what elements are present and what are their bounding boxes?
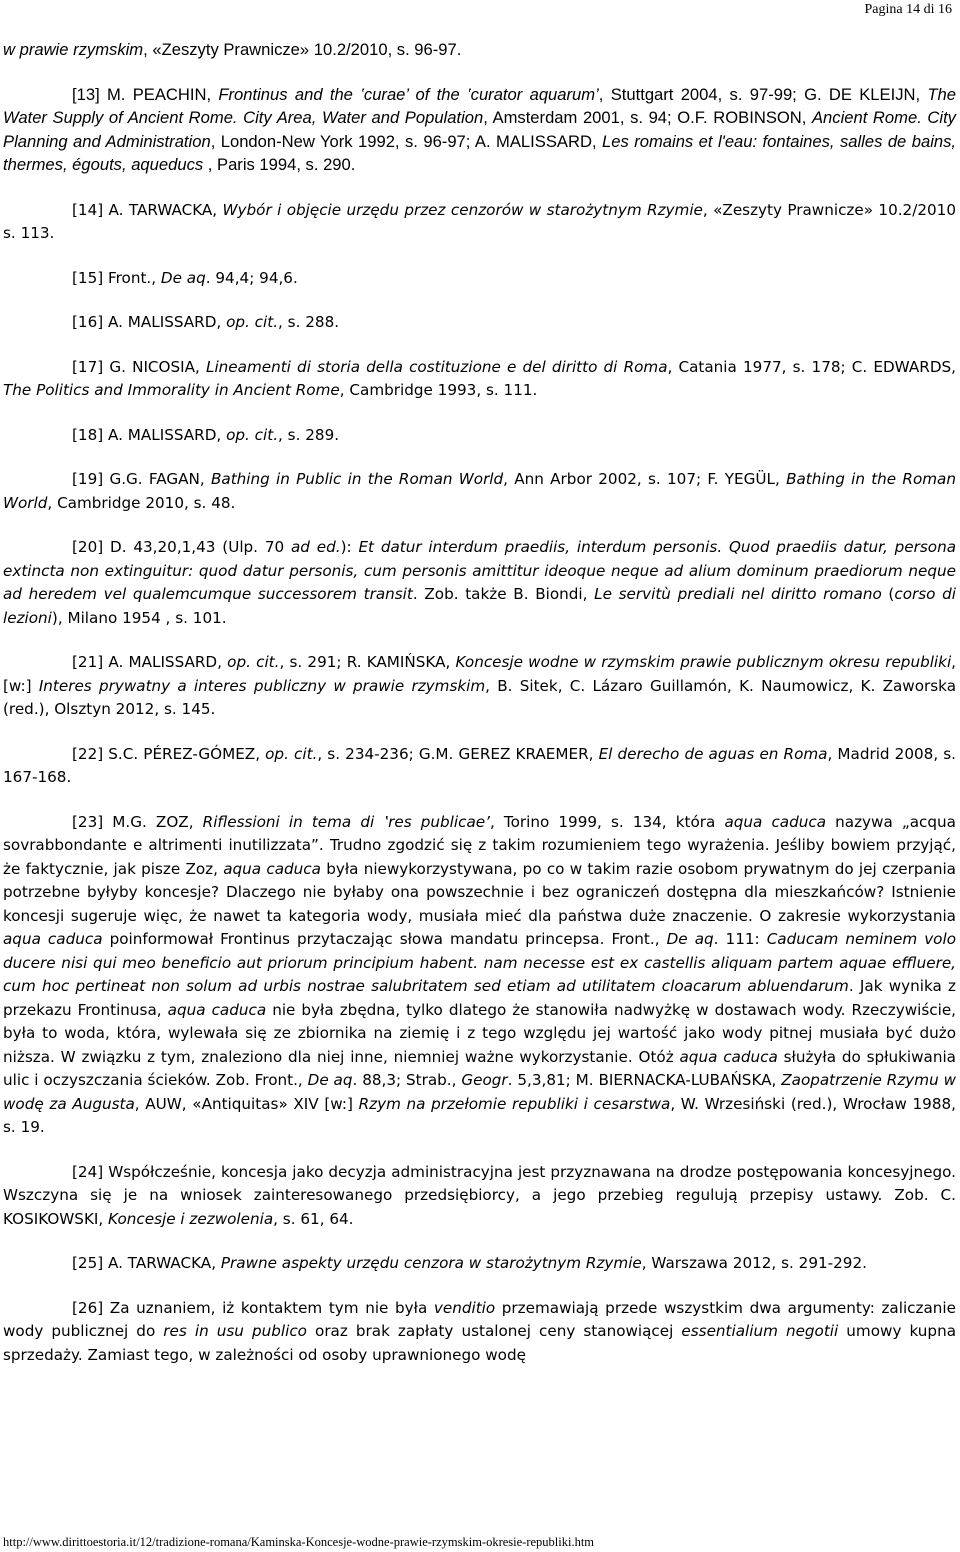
- note-segment: , s. 61, 64.: [273, 1209, 354, 1228]
- note-segment: Koncesje i zezwolenia: [108, 1209, 274, 1228]
- note-25: [3, 1252, 956, 1276]
- note-segment: , [w:]: [3, 653, 956, 695]
- note-segment: op. cit.: [226, 313, 279, 331]
- note-segment: op. cit.: [265, 744, 318, 763]
- note-20: [3, 536, 956, 630]
- note-segment: Ancient Rome. City Planning and Administration: [3, 108, 956, 151]
- note-segment: , Paris 1994, s. 290.: [203, 155, 356, 174]
- note-segment: Geogr: [461, 1071, 508, 1089]
- note-segment: Les romains et l'eau: fontaines, salles de bains, thermes, égouts, aqueducs: [3, 131, 957, 174]
- note-segment: , B. Sitek, C. Lázaro Guillamón, K. Naumowicz, K. Zaworska (red.), Olsztyn 2012, s. 145.: [3, 676, 956, 718]
- note-segment: , s. 234-236; G.M. GEREZ KRAEMER,: [317, 744, 599, 763]
- note-segment: Et datur interdum praediis, interdum personis. Quod praediis datur, persona extincta non extinguitur: quod datur personis, cum personis amittitur ideoque neque ad alium dominum praediorum neque ad heredem vel qualemcumque successorem transit: [3, 538, 957, 603]
- note-segment: [19] G.G. FAGAN,: [72, 470, 211, 488]
- note-segment: ):: [340, 538, 359, 556]
- note-segment: Wybór i objęcie urzędu przez cenzorów w starożytnym Rzymie: [222, 200, 703, 219]
- note-24: [3, 1161, 956, 1232]
- note-21: [3, 651, 956, 722]
- note-segment: , Stuttgart 2004, s. 97-99; G. DE KLEIJN,: [598, 84, 928, 104]
- note-segment: . Zob. także B. Biondi,: [412, 585, 595, 603]
- note-segment: [16] A. MALISSARD,: [72, 313, 227, 331]
- note-segment: Rzym na przełomie republiki i cesarstwa: [358, 1094, 671, 1113]
- note-16: [3, 311, 956, 335]
- note-19: [3, 468, 956, 515]
- note-15: [3, 267, 956, 291]
- footer-url: http://www.dirittoestoria.it/12/tradizione-romana/Kaminska-Koncesje-wodne-prawie-rzymskim-okresie-republiki.htm: [3, 1535, 595, 1549]
- note-segment: aqua caduca: [223, 859, 321, 878]
- note-segment: , «Zeszyty Prawnicze» 10.2/2010 s. 113.: [3, 200, 956, 242]
- note-segment: Caducam neminem volo ducere nisi qui meo beneficio aut priorum principium habent. nam necesse est ex castellis aliquam partem aquae effluere, cum hoc pertineat non solum ad urbis nostrae salubritatem sed etiam ad utilitatem cloacarum abluendarum: [3, 930, 956, 995]
- note-segment: essentialium negotii: [681, 1322, 839, 1340]
- note-segment: , Cambridge 2010, s. 48.: [47, 493, 236, 512]
- note-segment: Frontinus and the ‛curae’ of the ‛curator aquarum’: [218, 84, 599, 104]
- note-segment: poinformował Frontinus przytaczając słowa mandatu princepsa. Front.,: [102, 930, 667, 948]
- note-segment: ad ed.: [290, 538, 341, 556]
- note-14: [3, 199, 956, 246]
- note-segment: ), Milano 1954 , s. 101.: [51, 608, 227, 627]
- note-segment: [24] Współcześnie, koncesja jako decyzja administracyjna jest przyznawana na drodze postępowania koncesyjnego. Wszczyna się je na wniosek zainteresowanego przedsiębiorcy, a jego przebieg regulują przepisy ustawy. Zob. C. KOSIKOWSKI,: [3, 1162, 956, 1228]
- note-22: [3, 743, 956, 790]
- note-segment: The Politics and Immorality in Ancient Rome: [3, 381, 340, 399]
- note-segment: corso di lezioni: [3, 585, 956, 627]
- note-segment: była niewykorzystywana, po co w takim razie osobom prywatnym do jej czerpania potrzebne byłyby koncesje? Dlaczego nie byłaby ona powszechnie i bez ograniczeń dostępna dla mieszkańców? Istnienie koncesji sugeruje więc, że nawet ta kategoria wody, musiała mieć dla państwa duże znaczenie. O zakresie wykorzystania: [3, 859, 956, 925]
- note-segment: aqua caduca: [167, 1000, 267, 1019]
- note-segment: De aq: [666, 930, 714, 948]
- note-segment: oraz brak zapłaty ustalonej ceny stanowiącej: [306, 1322, 682, 1340]
- note-segment: , s. 288.: [278, 313, 340, 331]
- note-segment: [18] A. MALISSARD,: [72, 425, 227, 444]
- note-segment: Zaopatrzenie Rzymu w wodę za Augusta: [3, 1071, 956, 1113]
- note-segment: . 94,4; 94,6.: [205, 268, 298, 287]
- note-segment: . 88,3; Strab.,: [352, 1071, 462, 1089]
- note-segment: [13] M. PEACHIN,: [72, 84, 219, 104]
- note-segment: , Madrid 2008, s. 167-168.: [3, 744, 956, 786]
- footnotes-content: [3, 38, 956, 1367]
- note-segment: [26] Za uznaniem, iż kontaktem tym nie była: [72, 1298, 434, 1317]
- note-segment: , Catania 1977, s. 178; C. EDWARDS,: [667, 357, 956, 376]
- note-segment: aqua caduca: [3, 930, 103, 948]
- note-segment: [15] Front.,: [72, 268, 161, 287]
- note-segment: Riflessioni in tema di ‛res publicae’: [202, 812, 490, 831]
- note-segment: op. cit.: [226, 425, 279, 444]
- note-segment: aqua caduca: [724, 812, 827, 831]
- note-segment: , Cambridge 1993, s. 111.: [339, 381, 538, 399]
- note-segment: op. cit.: [227, 653, 280, 671]
- note-segment: umowy kupna sprzedaży. Zamiast tego, w zależności od osoby uprawnionego wodę: [3, 1322, 957, 1364]
- note-segment: nazywa „acqua sovrabbondante e altrimenti inutilizzata”. Trudno zgodzić się z takim rozumieniem tego wyrażenia. Jeśliby bowiem przyjąć, że faktycznie, jak pisze Zoz,: [3, 812, 956, 878]
- note-segment: . Jak wynika z przekazu Frontinusa,: [3, 977, 956, 1019]
- note-segment: [20] D. 43,20,1,43 (Ulp. 70: [72, 538, 291, 556]
- note-segment: aqua caduca: [679, 1047, 778, 1066]
- note-segment: [21] A. MALISSARD,: [72, 653, 228, 671]
- note-segment: (: [881, 585, 895, 603]
- note-26: [3, 1297, 956, 1368]
- note-segment: Koncesje wodne w rzymskim prawie publicznym okresu republiki: [455, 653, 952, 671]
- note-segment: , Ann Arbor 2002, s. 107; F. YEGÜL,: [503, 470, 787, 488]
- note-segment: venditio: [433, 1298, 496, 1317]
- note-segment: , Amsterdam 2001, s. 94; O.F. ROBINSON,: [483, 108, 812, 127]
- note-23: [3, 811, 956, 1140]
- note-segment: . 111:: [713, 930, 767, 948]
- note-segment: [23] M.G. ZOZ,: [72, 812, 203, 831]
- note-segment: , s. 289.: [278, 425, 340, 444]
- page-number: Pagina 14 di 16: [864, 2, 952, 17]
- note-segment: De aq: [160, 268, 206, 287]
- note-13: [3, 83, 956, 177]
- note-segment: Bathing in the Roman World: [3, 470, 956, 512]
- note-segment: , W. Wrzesiński (red.), Wrocław 1988, s. 19.: [3, 1094, 956, 1136]
- note-segment: [22] S.C. PÉREZ-GÓMEZ,: [72, 744, 266, 763]
- note-segment: , «Zeszyty Prawnicze» 10.2/2010, s. 96-97.: [143, 40, 462, 59]
- note-segment: w prawie rzymskim: [3, 40, 144, 59]
- note-segment: res in usu publico: [163, 1322, 307, 1340]
- note-segment: [25] A. TARWACKA,: [72, 1254, 221, 1272]
- note-segment: Lineamenti di storia della costituzione e del diritto di Roma: [206, 357, 668, 376]
- note-segment: Prawne aspekty urzędu cenzora w starożytnym Rzymie: [220, 1254, 642, 1272]
- note-top: [3, 38, 956, 62]
- note-18: [3, 424, 956, 448]
- note-segment: przemawiają przede wszystkim dwa argumenty: zaliczanie wody publicznej do: [3, 1298, 956, 1340]
- note-segment: nie była zbędna, tylko dlatego że stanowiła nadwyżkę w dostawach wody. Rzeczywiście, była to woda, która, wylewała się ze zbiornika na ziemię i z tego względu jej wartość jako wody pitnej musiała być dużo niższa. W związku z tym, znaleziono dla niej inne, niemniej ważne wykorzystanie. Otóż: [3, 1000, 957, 1066]
- note-segment: , s. 291; R. KAMIŃSKA,: [279, 653, 456, 671]
- note-segment: , Torino 1999, s. 134, która: [489, 812, 725, 831]
- note-segment: . 5,3,81; M. BIERNACKA-LUBAŃSKA,: [507, 1071, 782, 1089]
- note-segment: [14] A. TARWACKA,: [72, 200, 223, 219]
- note-segment: , AUW, «Antiquitas» XIV [w:]: [134, 1094, 359, 1113]
- note-segment: De aq: [307, 1071, 353, 1089]
- note-segment: El derecho de aguas en Roma: [598, 744, 828, 763]
- note-segment: służyła do spłukiwania ulic i oczyszczania ścieków. Zob. Front.,: [3, 1047, 956, 1089]
- note-segment: [17] G. NICOSIA,: [72, 357, 206, 376]
- note-segment: , Warszawa 2012, s. 291-292.: [641, 1254, 867, 1272]
- note-segment: Interes prywatny a interes publiczny w prawie rzymskim: [38, 676, 486, 695]
- note-17: [3, 356, 956, 403]
- note-segment: Le servitù prediali nel diritto romano: [594, 585, 882, 603]
- note-segment: , London-New York 1992, s. 96-97; A. MALISSARD,: [210, 131, 603, 151]
- note-segment: The Water Supply of Ancient Rome. City Area, Water and Population: [3, 84, 956, 127]
- note-segment: Bathing in Public in the Roman World: [210, 470, 504, 488]
